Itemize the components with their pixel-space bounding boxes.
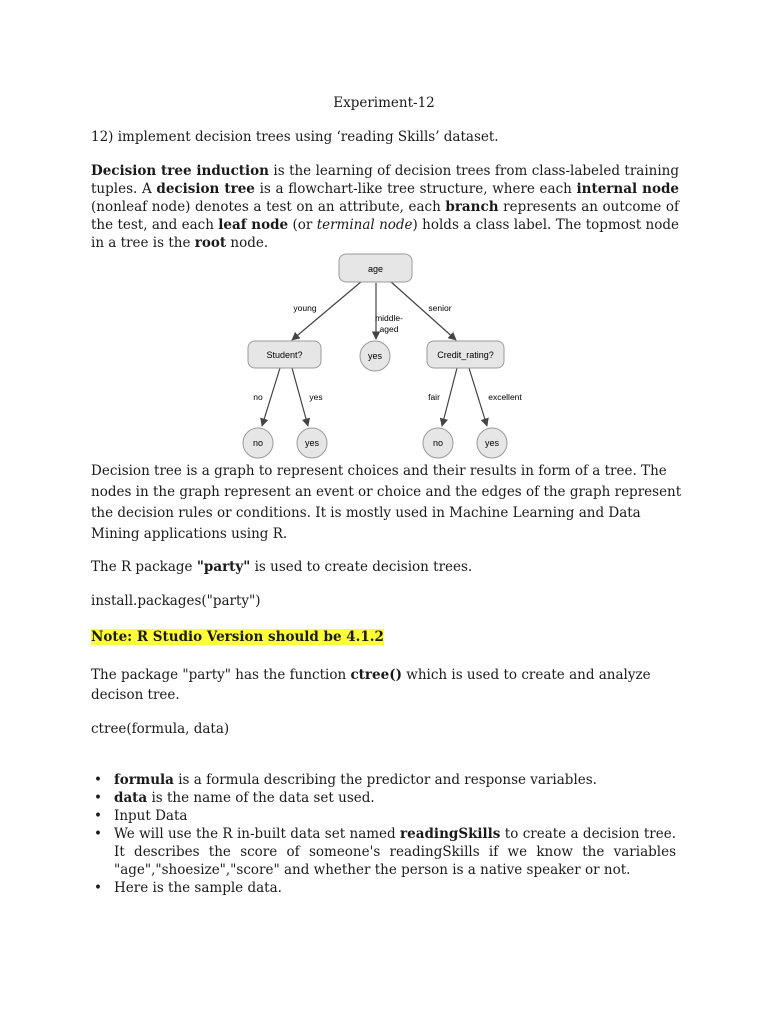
decision-tree-description: Decision tree is a graph to represent choices and their results in form of a tree. The nodes in the graph represent an event or choice and the edges of the graph represent the decision rules or conditions. It is mostly used in Machine Learning and Data Mining applications using R. (91, 463, 682, 542)
term-root: root (194, 235, 227, 251)
aim-text: 12) implement decision trees using ‘reading Skills’ dataset. (91, 129, 499, 145)
credit-rating-node-label: Credit_rating? (437, 350, 494, 360)
term-decision-tree: decision tree (156, 181, 255, 197)
list-item: • We will use the R in-built data set named readingSkills to create a decision tree. It describes the score of someone's readingSkills if we know the variables "age","shoesize","score" and whether the person is a native speaker or not. (94, 826, 677, 878)
edge-label-senior: senior (428, 303, 452, 313)
version-note-highlight: Note: R Studio Version should be 4.1.2 (91, 629, 384, 645)
party-package-text: The R package "party" is used to create decision trees. (91, 559, 473, 575)
edge-label-middle-2: aged (379, 324, 399, 334)
decision-tree-diagram (0, 0, 768, 470)
intro-paragraph: Decision tree induction is the learning of decision trees from class-labeled training tuples. A decision tree is a flowchart-like tree structure, where each internal node (nonleaf node) denotes a test on an attribute, each branch represents an outcome of the test, and each leaf node (or terminal node) holds a class label. The topmost node in a tree is the root node. (91, 163, 680, 251)
term-leaf-node: leaf node (218, 217, 289, 233)
edge-label-middle-1: middle- (375, 313, 403, 323)
root-node-label: age (367, 264, 384, 274)
term-decision-tree-induction: Decision tree induction (91, 163, 269, 179)
list-item: • data is the name of the data set used. (94, 790, 375, 806)
list-item: • Input Data (94, 808, 188, 824)
yes-leaf-middle-label: yes (367, 351, 383, 361)
ctree-syntax: ctree(formula, data) (91, 721, 230, 737)
edge-student-yes (292, 368, 308, 426)
edge-credit-excellent (469, 368, 487, 426)
ctree-function-name: ctree() (350, 667, 402, 683)
edge-label-no: no (253, 392, 263, 402)
ctree-description: The package "party" has the function ctree() which is used to create and analyze decison tree. (91, 667, 651, 703)
leaf-no-1-label: no (252, 438, 264, 448)
edge-label-young: young (293, 303, 317, 313)
leaf-yes-1-label: yes (304, 438, 320, 448)
edge-label-yes: yes (309, 392, 323, 402)
edge-label-excellent: excellent (488, 392, 522, 402)
leaf-no-2-label: no (432, 438, 444, 448)
edge-credit-fair (442, 368, 457, 426)
edge-student-no (262, 368, 280, 426)
leaf-yes-2-label: yes (484, 438, 500, 448)
term-terminal-node: terminal node (316, 217, 413, 233)
term-branch: branch (445, 199, 499, 215)
version-note (91, 628, 681, 646)
term-internal-node: internal node (576, 181, 680, 197)
party-package-name: "party" (196, 559, 251, 575)
document-title: Experiment-12 (333, 95, 435, 111)
bullet-list (94, 771, 677, 897)
install-command: install.packages("party") (91, 593, 261, 609)
edge-label-fair: fair (428, 392, 440, 402)
list-item: • formula is a formula describing the predictor and response variables. (94, 772, 597, 788)
student-node-label: Student? (266, 350, 303, 360)
list-item: • Here is the sample data. (94, 880, 282, 896)
